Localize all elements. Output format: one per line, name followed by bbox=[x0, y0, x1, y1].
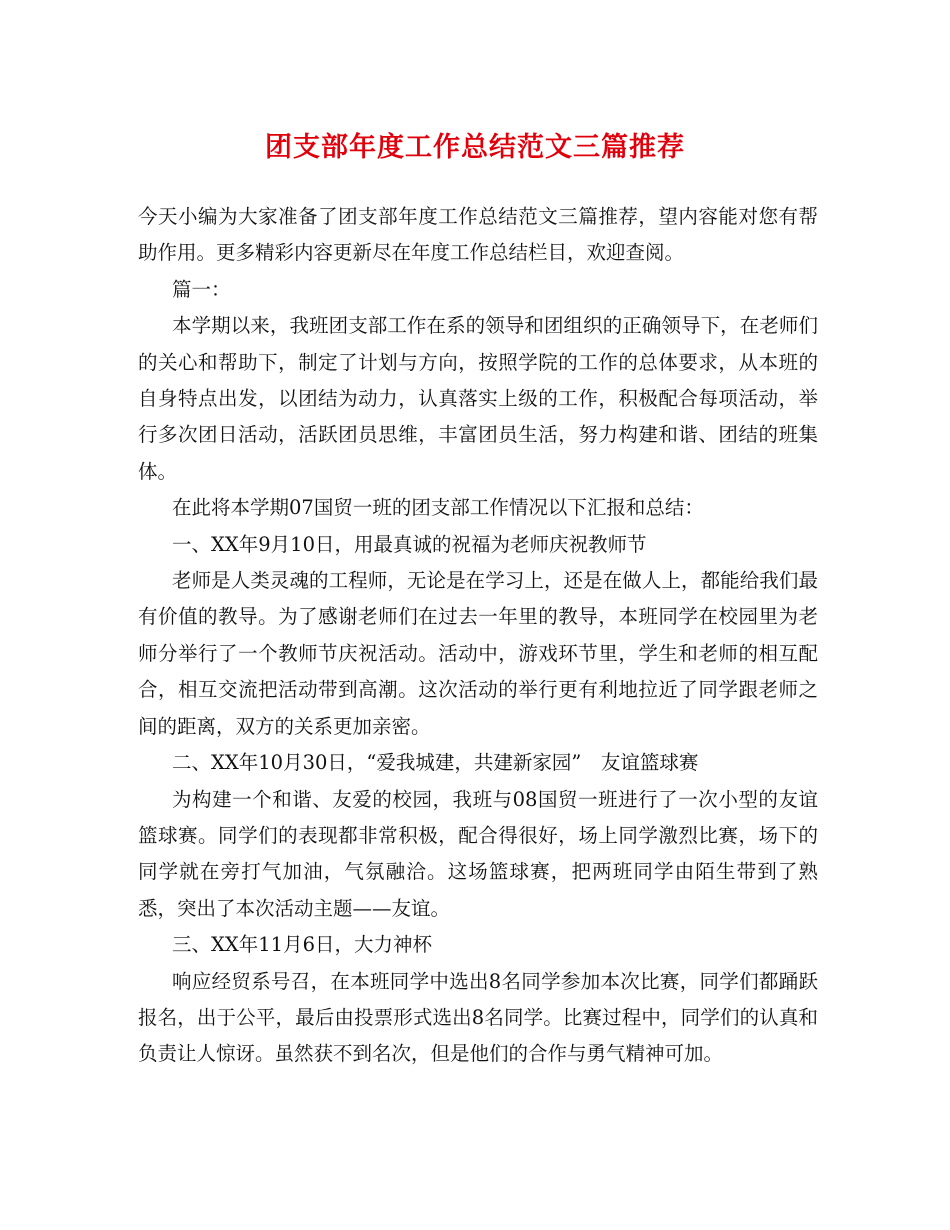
body-paragraph: 为构建一个和谐、友爱的校园，我班与08国贸一班进行了一次小型的友谊篮球赛。同学们的表现都非常积极，配合得很好，场上同学激烈比赛，场下的同学就在旁打气加油，气氛融洽。这场篮球赛，把两班同学由陌生带到了熟悉，突出了本次活动主题——友谊。 bbox=[138, 787, 818, 920]
document-title: 团支部年度工作总结范文三篇推荐 bbox=[265, 132, 685, 163]
body-paragraph: 响应经贸系号召，在本班同学中选出8名同学参加本次比赛，同学们都踊跃报名，出于公平，最后由投票形式选出8名同学。比赛过程中，同学们的认真和负责让人惊讶。虽然获不到名次，但是他们的合作与勇气精神可加。 bbox=[138, 969, 818, 1066]
section-heading: 三、XX年11月6日，大力神杯 bbox=[172, 933, 432, 957]
body-paragraph: 本学期以来，我班团支部工作在系的领导和团组织的正确领导下，在老师们的关心和帮助下，制定了计划与方向，按照学院的工作的总体要求，从本班的自身特点出发，以团结为动力，认真落实上级的工作，积极配合每项活动，举行多次团日活动，活跃团员思维，丰富团员生活，努力构建和谐、团结的班集体。 bbox=[138, 314, 818, 483]
intro-paragraph: 今天小编为大家准备了团支部年度工作总结范文三篇推荐，望内容能对您有帮助作用。更多精彩内容更新尽在年度工作总结栏目，欢迎查阅。 bbox=[138, 205, 818, 265]
body-paragraph: 在此将本学期07国贸一班的团支部工作情况以下汇报和总结： bbox=[172, 496, 704, 520]
section-heading: 二、XX年10月30日，“爱我城建，共建新家园” 友谊篮球赛 bbox=[172, 751, 699, 775]
section-heading: 一、XX年9月10日，用最真诚的祝福为老师庆祝教师节 bbox=[172, 532, 647, 556]
document-body bbox=[138, 199, 818, 1073]
section-label: 篇一： bbox=[172, 277, 231, 301]
body-paragraph: 老师是人类灵魂的工程师，无论是在学习上，还是在做人上，都能给我们最有价值的教导。为了感谢老师们在过去一年里的教导，本班同学在校园里为老师分举行了一个教师节庆祝活动。活动中，游戏环节里，学生和老师的相互配合，相互交流把活动带到高潮。这次活动的举行更有利地拉近了同学跟老师之间的距离，双方的关系更加亲密。 bbox=[138, 569, 818, 738]
